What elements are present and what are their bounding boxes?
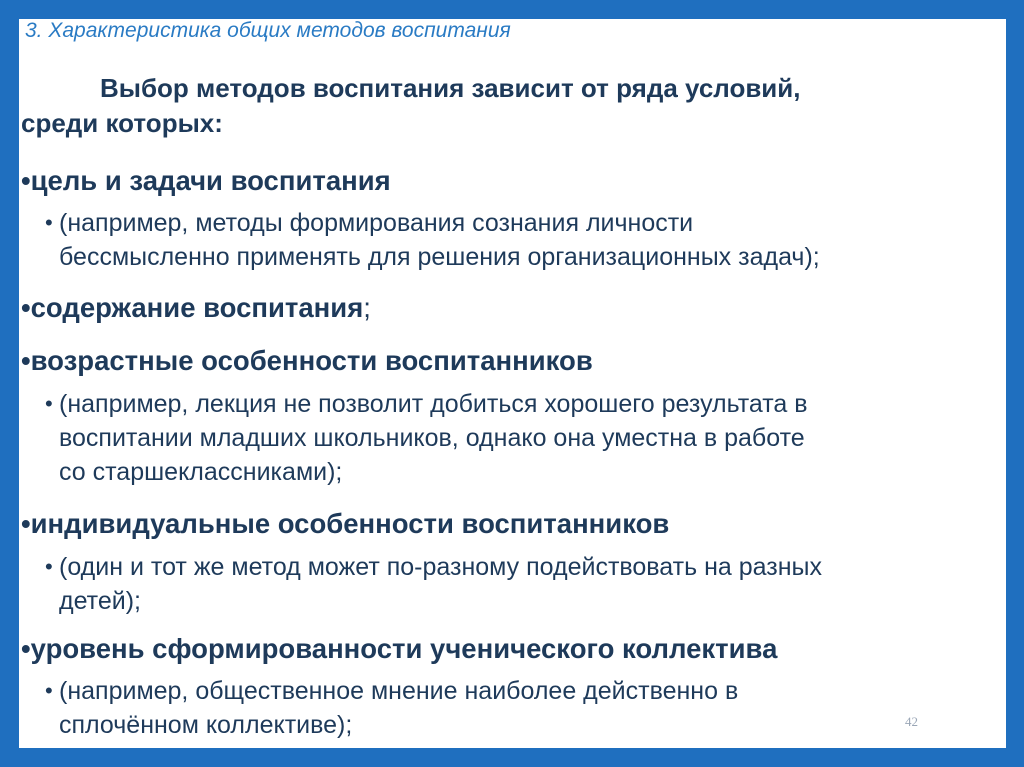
sub-bullet-dot: • [45, 210, 53, 235]
bullet-heading: цель и задачи воспитания [30, 165, 391, 196]
note-line: (например, лекция не позволит добиться хорошего результата в [59, 390, 808, 418]
bullet-content: •содержание воспитания; [21, 292, 371, 323]
bullet-heading: содержание воспитания [30, 292, 364, 323]
bullet-age [21, 344, 593, 378]
note-line: (один и тот же метод может по-разному подействовать на разных [59, 553, 822, 581]
bullet-heading: индивидуальные особенности воспитанников [30, 508, 670, 539]
sub-note-collective [45, 674, 975, 742]
note-line: бессмысленно применять для решения организационных задач); [59, 243, 820, 271]
note-line: воспитании младших школьников, однако она уместна в работе [59, 424, 805, 452]
page-number: 42 [905, 714, 918, 729]
intro-line-2: среди которых: [21, 108, 223, 138]
sub-note-goal [45, 206, 975, 274]
slide-title: 3. Характеристика общих методов воспитания [25, 19, 511, 42]
note-line: (например, общественное мнение наиболее действенно в [59, 677, 739, 705]
bullet-dot: • [21, 345, 31, 376]
bullet-goal [21, 164, 391, 198]
note-line: сплочённом коллективе); [59, 711, 353, 739]
sub-bullet-dot: • [45, 554, 53, 579]
bullet-collective [21, 632, 777, 666]
bullet-heading: уровень сформированности ученического коллектива [30, 633, 778, 664]
bullet-dot: • [21, 292, 31, 323]
bullet-heading: возрастные особенности воспитанников [30, 345, 593, 376]
bullet-individual [21, 507, 669, 541]
sub-note-age [45, 387, 975, 489]
note-line: детей); [59, 587, 141, 615]
sub-note-individual [45, 550, 975, 618]
note-line: (например, методы формирования сознания личности [59, 209, 694, 237]
slide [19, 19, 1006, 748]
bullet-dot: • [21, 633, 31, 664]
intro-line-1: Выбор методов воспитания зависит от ряда условий, [100, 73, 801, 103]
note-line: со старшеклассниками); [59, 458, 343, 486]
bullet-dot: • [21, 508, 31, 539]
sub-bullet-dot: • [45, 391, 53, 416]
sub-bullet-dot: • [45, 678, 53, 703]
intro-text [21, 71, 951, 141]
bullet-dot: • [21, 165, 31, 196]
